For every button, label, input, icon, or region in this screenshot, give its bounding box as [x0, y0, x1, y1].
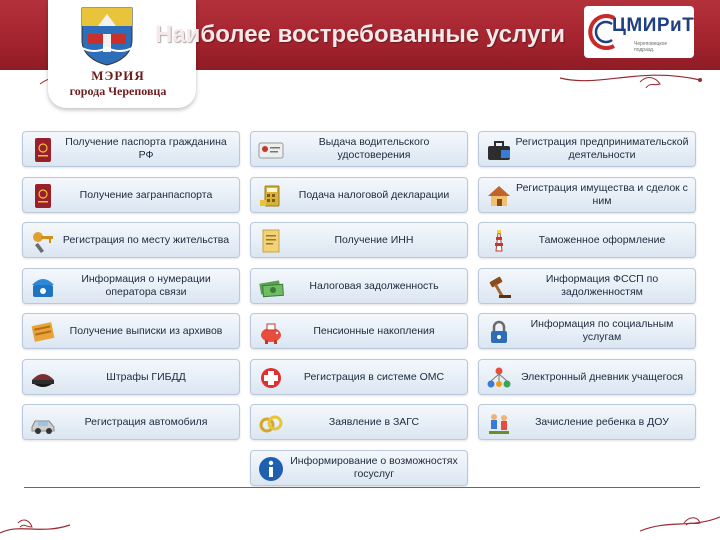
- service-button[interactable]: [22, 131, 240, 167]
- service-button[interactable]: [478, 177, 696, 213]
- service-button[interactable]: [22, 177, 240, 213]
- service-label: Регистрация имущества и сделок с ним: [516, 182, 688, 207]
- archive-icon: [29, 318, 57, 346]
- key-icon: [29, 227, 57, 255]
- service-button[interactable]: [250, 268, 468, 304]
- footer-ornament: [0, 505, 720, 540]
- service-button[interactable]: [478, 131, 696, 167]
- coat-of-arms-icon: [78, 4, 136, 66]
- service-button[interactable]: [22, 268, 240, 304]
- car-icon: [29, 409, 57, 437]
- service-button[interactable]: [478, 222, 696, 258]
- medical-cross-icon: [257, 364, 285, 392]
- lighthouse-icon: [485, 227, 513, 255]
- info-icon: [257, 455, 285, 483]
- service-button[interactable]: [22, 359, 240, 395]
- service-button[interactable]: [250, 177, 468, 213]
- service-button[interactable]: [250, 359, 468, 395]
- service-button[interactable]: [250, 222, 468, 258]
- service-button[interactable]: [478, 268, 696, 304]
- house-icon: [485, 182, 513, 210]
- service-label: Штрафы ГИБДД: [106, 370, 186, 383]
- money-icon: [257, 273, 285, 301]
- service-button[interactable]: [478, 404, 696, 440]
- service-button[interactable]: [478, 313, 696, 349]
- logo-subtitle-2: подразд.: [634, 47, 655, 53]
- service-label: Информация о нумерации оператора связи: [81, 273, 211, 298]
- service-button[interactable]: [22, 404, 240, 440]
- service-label: Получение ИНН: [334, 233, 414, 246]
- logo-name: ЦМИРиТ: [612, 15, 695, 36]
- service-label: Получение выписки из архивов: [69, 324, 223, 337]
- service-label: Регистрация в системе ОМС: [303, 370, 445, 383]
- service-label: Подача налоговой декларации: [298, 188, 450, 201]
- service-label: Регистрация предпринимательской деятельности: [515, 136, 689, 161]
- logo-subtitle-1: Череповецкое: [634, 41, 668, 47]
- briefcase-icon: [485, 136, 513, 164]
- service-label: Пенсионные накопления: [313, 324, 435, 337]
- rings-icon: [257, 409, 285, 437]
- service-button[interactable]: [250, 313, 468, 349]
- service-label: Регистрация автомобиля: [84, 415, 208, 428]
- calculator-icon: [257, 182, 285, 210]
- mayor-title: МЭРИЯ: [91, 68, 145, 83]
- service-button[interactable]: [22, 313, 240, 349]
- service-label: Налоговая задолженность: [309, 279, 439, 292]
- service-label: Электронный дневник учащегося: [520, 370, 684, 383]
- document-icon: [257, 227, 285, 255]
- children-icon: [485, 409, 513, 437]
- service-label: Регистрация по месту жительства: [62, 233, 230, 246]
- service-label: Информация ФССП по задолженностям: [545, 273, 659, 298]
- service-button[interactable]: [22, 222, 240, 258]
- network-icon: [485, 364, 513, 392]
- city-name: города Череповца: [69, 84, 167, 98]
- service-label: Заявление в ЗАГС: [328, 415, 420, 428]
- bottom-divider: [24, 487, 700, 488]
- service-button[interactable]: [478, 359, 696, 395]
- service-label: Таможенное оформление: [538, 233, 666, 246]
- id-card-icon: [257, 136, 285, 164]
- passport-icon: [29, 182, 57, 210]
- service-label: Выдача водительского удостоверения: [318, 136, 430, 161]
- service-button[interactable]: [250, 450, 468, 486]
- cmirit-logo[interactable]: [584, 6, 694, 58]
- service-label: Зачисление ребенка в ДОУ: [535, 415, 669, 428]
- service-label: Информация по социальным услугам: [530, 318, 674, 343]
- service-label: Получение загранпаспорта: [79, 188, 213, 201]
- padlock-icon: [485, 318, 513, 346]
- service-label: Получение паспорта гражданина РФ: [65, 136, 227, 161]
- phone-icon: [29, 273, 57, 301]
- service-button[interactable]: [250, 404, 468, 440]
- service-button[interactable]: [250, 131, 468, 167]
- service-label: Информирование о возможностях госуслуг: [290, 455, 458, 480]
- mayor-caption: [48, 68, 188, 99]
- page-title: Наиболее востребованные услуги: [154, 21, 566, 48]
- police-cap-icon: [29, 364, 57, 392]
- piggy-bank-icon: [257, 318, 285, 346]
- gavel-icon: [485, 273, 513, 301]
- passport-icon: [29, 136, 57, 164]
